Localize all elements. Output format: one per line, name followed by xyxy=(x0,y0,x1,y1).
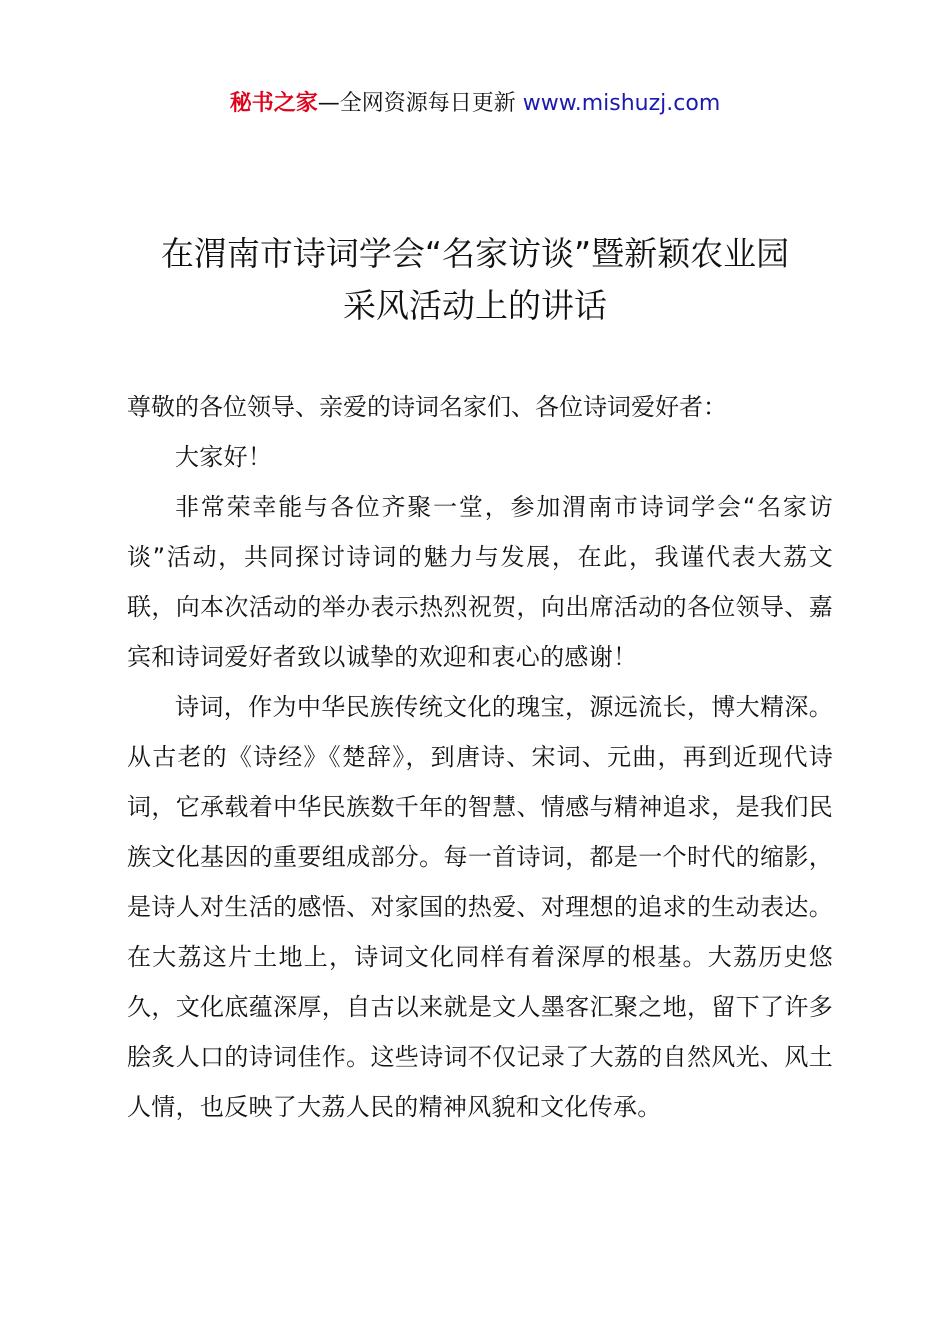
body-paragraph: 非常荣幸能与各位齐聚一堂，参加渭南市诗词学会“名家访谈”活动，共同探讨诗词的魅力与发展，在此，我谨代表大荔文联，向本次活动的举办表示热烈祝贺，向出席活动的各位领导、嘉宾和诗词爱好者致以诚挚的欢迎和衷心的感谢！ xyxy=(127,493,833,671)
document-body xyxy=(127,382,833,1132)
body-paragraph: 诗词，作为中华民族传统文化的瑰宝，源远流长，博大精深。从古老的《诗经》《楚辞》，到唐诗、宋词、元曲，再到近现代诗词，它承载着中华民族数千年的智慧、情感与精神追求，是我们民族文化基因的重要组成部分。每一首诗词，都是一个时代的缩影，是诗人对生活的感悟、对家国的热爱、对理想的追求的生动表达。在大荔这片土地上，诗词文化同样有着深厚的根基。大荔历史悠久，文化底蕴深厚，自古以来就是文人墨客汇聚之地，留下了许多脍炙人口的诗词佳作。这些诗词不仅记录了大荔的自然风光、风土人情，也反映了大荔人民的精神风貌和文化传承。 xyxy=(127,693,833,1121)
greeting-paragraph: 大家好！ xyxy=(175,443,273,471)
site-brand: 秘书之家 xyxy=(229,91,318,116)
document-title xyxy=(100,228,850,332)
salutation: 尊敬的各位领导、亲爱的诗词名家们、各位诗词爱好者： xyxy=(127,393,727,421)
title-line-1: 在渭南市诗词学会“名家访谈”暨新颖农业园 xyxy=(160,234,790,273)
site-header xyxy=(0,88,950,120)
site-url-link[interactable]: www.mishuzj.com xyxy=(522,91,721,116)
title-line-2: 采风活动上的讲话 xyxy=(343,286,607,325)
site-slogan: —全网资源每日更新 xyxy=(317,91,523,116)
